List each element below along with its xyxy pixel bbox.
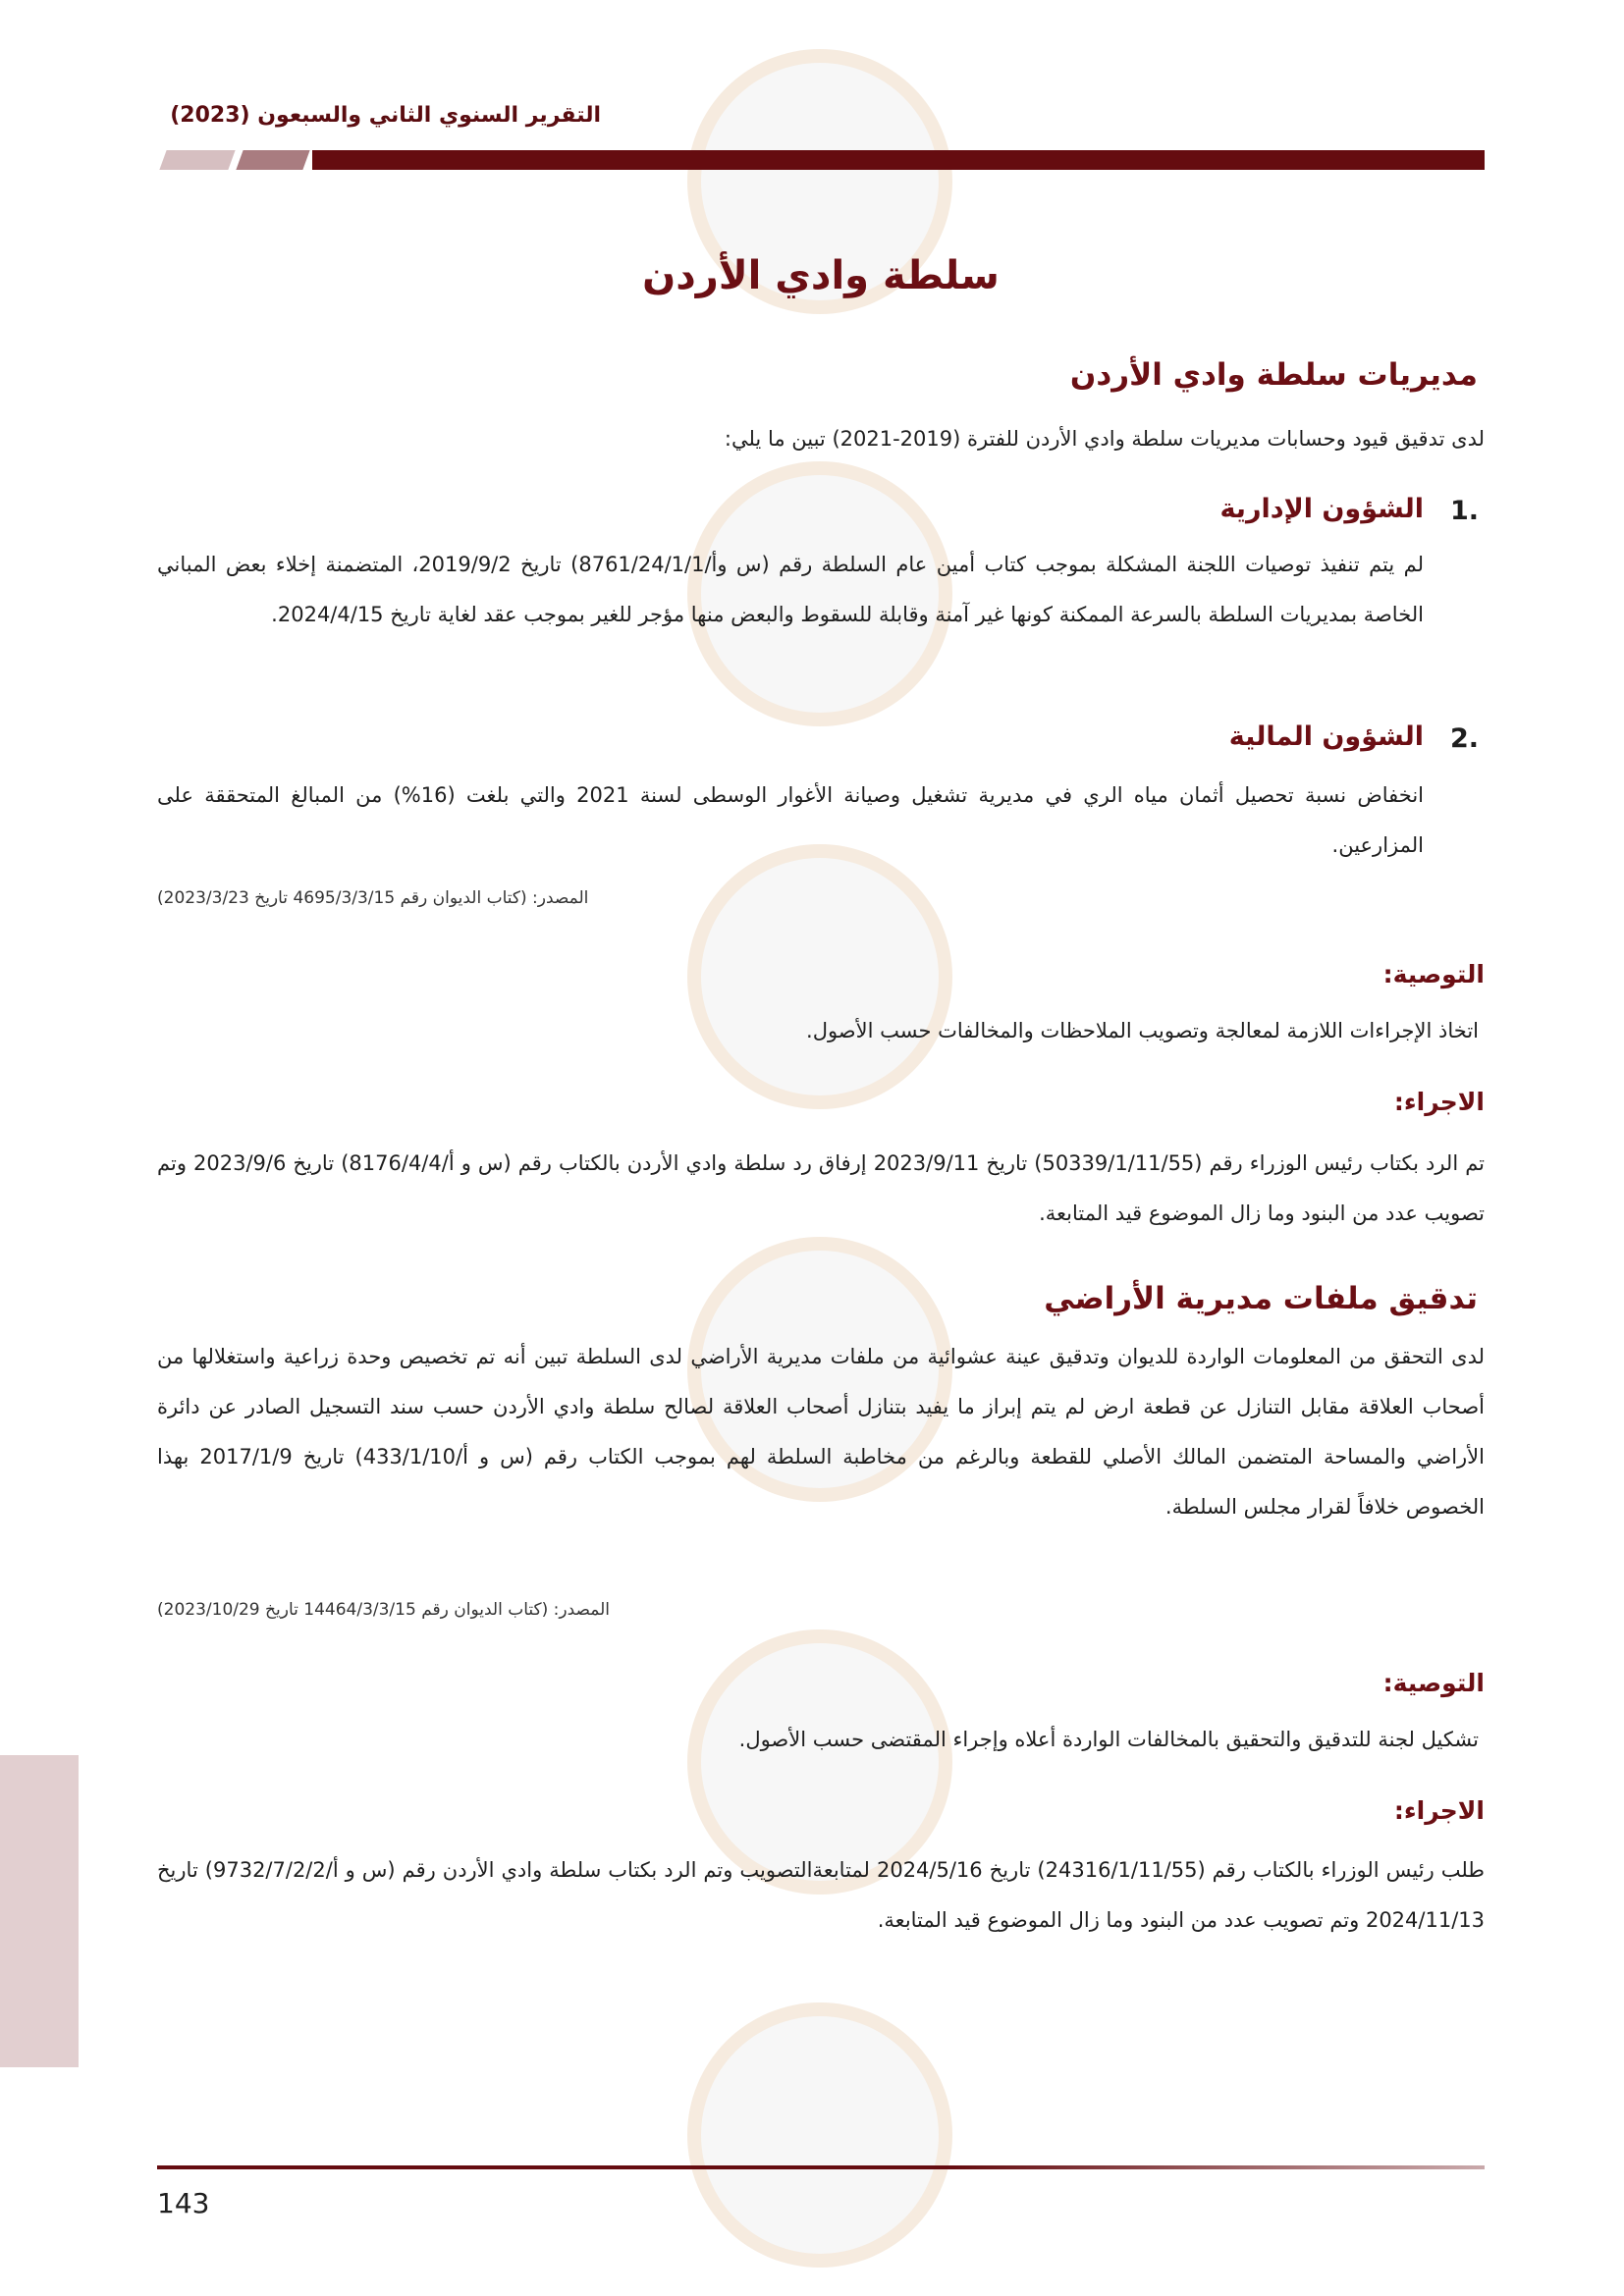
recommendation-text: اتخاذ الإجراءات اللازمة لمعالجة وتصويب الملاحظات والمخالفات حسب الأصول. — [806, 1019, 1479, 1042]
source-note: المصدر: (كتاب الديوان رقم 4695/3/3/15 تاريخ 2023/3/23) — [157, 888, 589, 908]
page-number: 143 — [157, 2187, 210, 2219]
intro-text: لدى تدقيق قيود وحسابات مديريات سلطة وادي الأردن للفترة (2019-2021) تبين ما يلي: — [724, 427, 1485, 451]
header-bar-light — [159, 150, 235, 170]
item-number: 1. — [1449, 496, 1479, 526]
footer-rule — [157, 2165, 1485, 2169]
section-text: لدى التحقق من المعلومات الواردة للديوان وتدقيق عينة عشوائية من ملفات مديرية الأراضي لدى السلطة تبين أنه تم تخصيص وحدة زراعية واستغلالها من أصحاب العلاقة مقابل التنازل عن قطعة ارض لم يتم إبراز ما يفيد بتنازل أصحاب العلاقة لصالح سلطة وادي الأردن حسب سند التسجيل الصادر عن دائرة الأراضي والمساحة المتضمن المالك الأصلي للقطعة وبالرغم من مخاطبة السلطة لهم بموجب الكتاب رقم (س و أ/433/1/10) تاريخ 2017/1/9 بهذا الخصوص خلافاً لقرار مجلس السلطة. — [157, 1345, 1485, 1519]
item-heading: الشؤون الإدارية — [1219, 494, 1424, 524]
item-text: انخفاض نسبة تحصيل أثمان مياه الري في مديرية تشغيل وصيانة الأغوار الوسطى لسنة 2021 والتي بلغت (16%) من المبالغ المتحققة على المزارعين. — [157, 783, 1425, 857]
section-heading: تدقيق ملفات مديرية الأراضي — [1044, 1281, 1478, 1316]
section-heading: مديريات سلطة وادي الأردن — [1069, 357, 1478, 393]
recommendation-text: تشكيل لجنة للتدقيق والتحقيق بالمخالفات الواردة أعلاه وإجراء المقتضى حسب الأصول. — [738, 1728, 1479, 1751]
item-number: 2. — [1449, 723, 1479, 754]
action-label: الاجراء: — [1393, 1796, 1485, 1825]
recommendation-label: التوصية: — [1382, 1669, 1485, 1697]
item-heading: الشؤون المالية — [1228, 721, 1424, 752]
header-bar-mid — [236, 150, 309, 170]
side-tab — [0, 1755, 79, 2067]
page-title: سلطة وادي الأردن — [642, 253, 1000, 298]
action-text: طلب رئيس الوزراء بالكتاب رقم (24316/1/11/55) تاريخ 2024/5/16 لمتابعةالتصويب وتم الرد بكتاب سلطة وادي الأردن رقم (س و أ/9732/7/2/2) تاريخ 2024/11/13 وتم تصويب عدد من البنود وما زال الموضوع قيد المتابعة. — [157, 1858, 1486, 1932]
watermark-clock — [687, 2002, 952, 2268]
header-bar-dark — [312, 150, 1485, 170]
item-text: لم يتم تنفيذ توصيات اللجنة المشكلة بموجب كتاب أمين عام السلطة رقم (س وأ/8761/24/1/1) تاريخ 2019/9/2، المتضمنة إخلاء بعض المباني الخاصة بمديريات السلطة بالسرعة الممكنة كونها غير آمنة وقابلة للسقوط والبعض منها مؤجر للغير بموجب عقد لغاية تاريخ 2024/4/15. — [157, 553, 1424, 626]
action-text: تم الرد بكتاب رئيس الوزراء رقم (50339/1/11/55) تاريخ 2023/9/11 إرفاق رد سلطة وادي الأردن بالكتاب رقم (س و أ/8176/4/4) تاريخ 2023/9/6 وتم تصويب عدد من البنود وما زال الموضوع قيد المتابعة. — [157, 1151, 1486, 1225]
recommendation-label: التوصية: — [1382, 960, 1485, 988]
action-label: الاجراء: — [1393, 1088, 1485, 1116]
source-note: المصدر: (كتاب الديوان رقم 14464/3/3/15 تاريخ 2023/10/29) — [157, 1600, 610, 1620]
report-header-title: التقرير السنوي الثاني والسبعون (2023) — [170, 103, 601, 128]
